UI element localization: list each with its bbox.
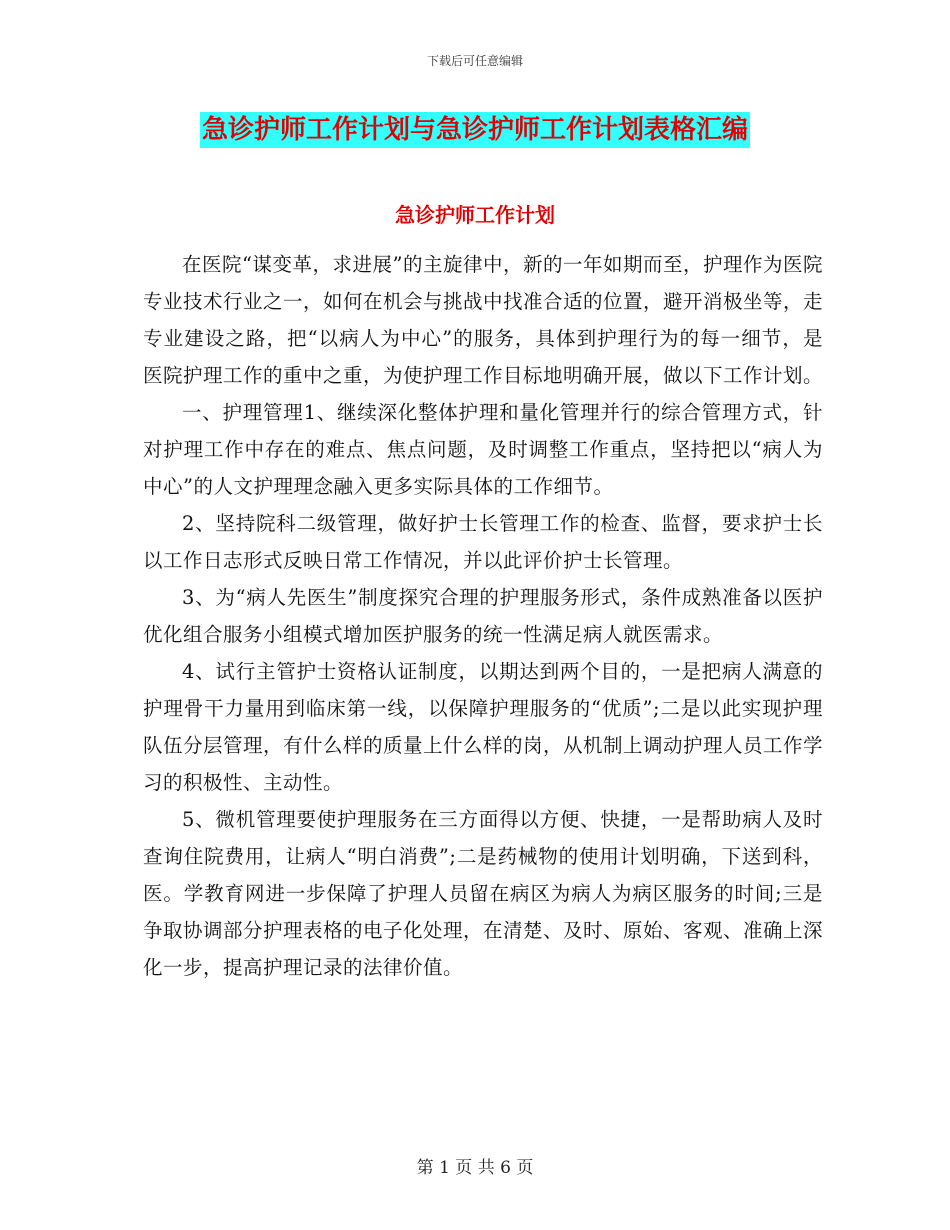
- paragraph-item-5: 5、微机管理要使护理服务在三方面得以方便、快捷，一是帮助病人及时查询住院费用，让病人“明白消费”;二是药械物的使用计划明确，下送到科，医。学教育网进一步保障了护理人员留在病区为病人为病区服务的时间;三是争取协调部分护理表格的电子化处理，在清楚、及时、原始、客观、准确上深化一步，提高护理记录的法律价值。: [143, 808, 824, 979]
- paragraph-item-4: 4、试行主管护士资格认证制度，以期达到两个目的，一是把病人满意的护理骨干力量用到临床第一线，以保障护理服务的“优质”;二是以此实现护理队伍分层管理，有什么样的质量上什么样的岗，从机制上调动护理人员工作学习的积极性、主动性。: [143, 660, 824, 794]
- paragraph-item-2: 2、坚持院科二级管理，做好护士长管理工作的检查、监督，要求护士长以工作日志形式反映日常工作情况，并以此评价护士长管理。: [143, 512, 823, 572]
- paragraph-item-3: 3、为“病人先医生”制度探究合理的护理服务形式，条件成熟准备以医护优化组合服务小组模式增加医护服务的统一性满足病人就医需求。: [143, 586, 823, 646]
- document-title-container: [0, 112, 950, 148]
- document-body: [143, 246, 823, 986]
- paragraph-item-1: 一、护理管理1、继续深化整体护理和量化管理并行的综合管理方式，针对护理工作中存在的难点、焦点问题，及时调整工作重点，坚持把以“病人为中心”的人文护理理念融入更多实际具体的工作细节。: [143, 401, 823, 498]
- page-number-footer: 第 1 页 共 6 页: [416, 1158, 534, 1178]
- document-title: 急诊护师工作计划与急诊护师工作计划表格汇编: [200, 112, 750, 148]
- section-title: 急诊护师工作计划: [395, 203, 555, 227]
- page-header-note: 下载后可任意编辑: [426, 54, 523, 68]
- paragraph-intro: 在医院“谋变革，求进展”的主旋律中，新的一年如期而至，护理作为医院专业技术行业之一，如何在机会与挑战中找准合适的位置，避开消极坐等，走专业建设之路，把“以病人为中心”的服务，具体到护理行为的每一细节，是医院护理工作的重中之重，为使护理工作目标地明确开展，做以下工作计划。: [143, 253, 824, 387]
